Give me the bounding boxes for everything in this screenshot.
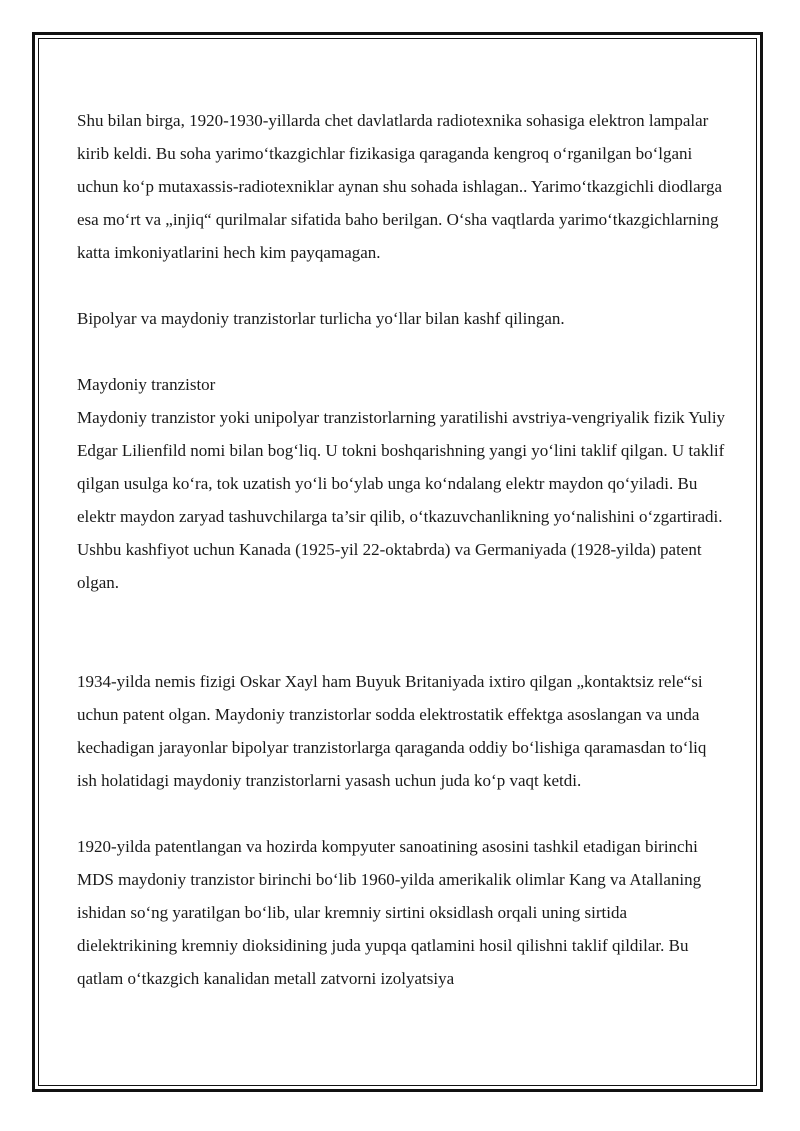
- section-heading: Maydoniy tranzistor: [77, 375, 216, 394]
- paragraph-radiotechnics: Shu bilan birga, 1920-1930-yillarda chet davlatlarda radiotexnika sohasiga elektron lampalar kirib keldi. Bu soha yarimo‘tkazgichlar fizikasiga qaraganda kengroq o‘rganilgan bo‘lgani uchun ko‘p mutaxassis-radiotexniklar aynan shu sohada ishlagan.. Yarimo‘tkazgichli diodlarga esa mo‘rt va „injiq“ qurilmalar sifatida baho berilgan. O‘sha vaqtlarda yarimo‘tkazgichlarning katta imkoniyatlarini hech kim payqamagan.: [77, 111, 723, 262]
- paragraph-heil: 1934-yilda nemis fizigi Oskar Xayl ham Buyuk Britaniyada ixtiro qilgan „kontaktsiz rele“si uchun patent olgan. Maydoniy tranzistorlar sodda elektrostatik effektga asoslangan va unda kechadigan jarayonlar bipolyar tranzistorlarga qaraganda oddiy bo‘lishiga qaramasdan to‘liq ish holatidagi maydoniy tranzistorlarni yasash uchun juda ko‘p vaqt ketdi.: [77, 672, 707, 790]
- paragraph-transistor-discovery: Bipolyar va maydoniy tranzistorlar turlicha yo‘llar bilan kashf qilingan.: [77, 309, 565, 328]
- paragraph-lilienfeld: Maydoniy tranzistor yoki unipolyar tranzistorlarning yaratilishi avstriya-vengriyalik fizik Yuliy Edgar Lilienfild nomi bilan bog‘liq. U tokni boshqarishning yangi yo‘lini taklif qilgan. U taklif qilgan usulga ko‘ra, tok uzatish yo‘li bo‘ylab unga ko‘ndalang elektr maydon qo‘yiladi. Bu elektr maydon zaryad tashuvchilarga ta’sir qilib, o‘tkazuvchanlikning yo‘nalishini o‘zgartiradi. Ushbu kashfiyot uchun Kanada (1925-yil 22-oktabrda) va Germaniyada (1928-yilda) patent olgan.: [77, 408, 726, 592]
- paragraph-spacer: [77, 269, 727, 302]
- paragraph-spacer: [77, 335, 727, 368]
- document-body: [77, 104, 727, 995]
- paragraph-spacer: [77, 599, 727, 665]
- paragraph-mos-transistor: 1920-yilda patentlangan va hozirda kompyuter sanoatining asosini tashkil etadigan birinchi MDS maydoniy tranzistor birinchi bo‘lib 1960-yilda amerikalik olimlar Kang va Atallaning ishidan so‘ng yaratilgan bo‘lib, ular kremniy sirtini oksidlash orqali uning sirtida dielektrikining kremniy dioksidining juda yupqa qatlamini hosil qilishni taklif qildilar. Bu qatlam o‘tkazgich kanalidan metall zatvorni izolyatsiya: [77, 837, 702, 988]
- paragraph-spacer: [77, 797, 727, 830]
